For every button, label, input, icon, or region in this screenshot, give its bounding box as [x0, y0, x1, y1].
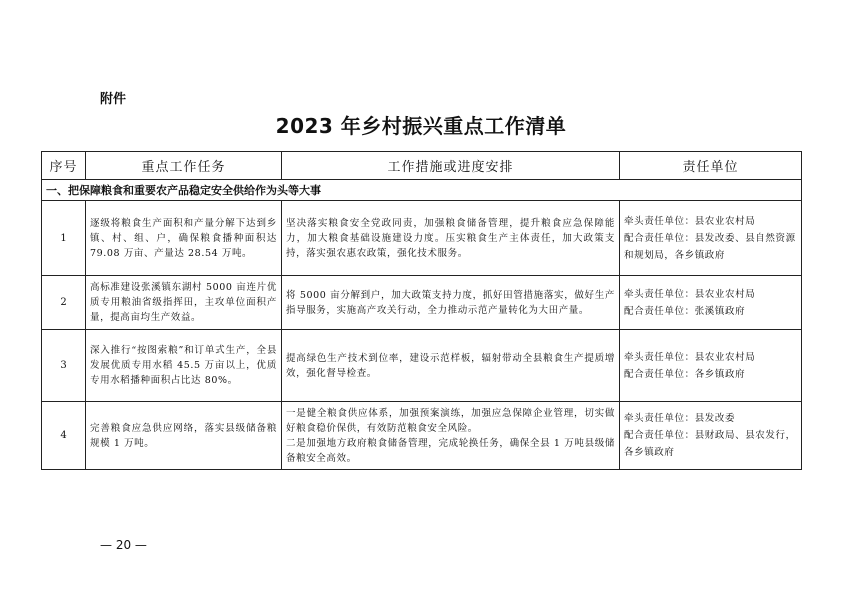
responsible-cell: [620, 330, 802, 402]
page-number: — 20 —: [100, 538, 147, 552]
header-responsible: 责任单位: [620, 152, 802, 180]
task-cell: 高标准建设张溪镇东湖村 5000 亩连片优质专用粮油省级指挥田，主攻单位面积产量，提高亩均生产效益。: [86, 276, 282, 330]
measure-line: 一是健全粮食供应体系，加强预案演练，加强应急保障企业管理，切实做好粮食稳价保供，有效防范粮食安全风险。: [286, 407, 615, 434]
attachment-label: 附件: [100, 92, 127, 107]
measures-cell: [282, 201, 620, 276]
header-measures: 工作措施或进度安排: [282, 152, 620, 180]
row-number: 4: [42, 402, 86, 470]
task-cell: 逐级将粮食生产面积和产量分解下达到乡镇、村、组、户，确保粮食播种面积达 79.08 万亩、产量达 28.54 万吨。: [86, 201, 282, 276]
cooperating-units: 配合责任单位：各乡镇政府: [624, 368, 746, 380]
measures-cell: [282, 330, 620, 402]
measure-line: 提高绿色生产技术到位率，建设示范样板，辐射带动全县粮食生产提质增效，强化督导检查。: [286, 352, 615, 379]
header-no: 序号: [42, 152, 86, 180]
measure-line: 二是加强地方政府粮食储备管理，完成轮换任务，确保全县 1 万吨县级储备粮安全高效。: [286, 437, 615, 464]
lead-unit: 牵头责任单位：县发改委: [624, 413, 736, 424]
table-row: [42, 276, 802, 330]
task-cell: 深入推行“按图索粮”和订单式生产，全县发展优质专用水稻 45.5 万亩以上，优质专用水稻播种面积占比达 80%。: [86, 330, 282, 402]
cooperating-units: 配合责任单位：县发改委、县自然资源和规划局，各乡镇政府: [624, 232, 796, 261]
responsible-cell: [620, 201, 802, 276]
responsible-cell: [620, 276, 802, 330]
task-cell: 完善粮食应急供应网络，落实县级储备粮规模 1 万吨。: [86, 402, 282, 470]
measure-line: 将 5000 亩分解到户，加大政策支持力度，抓好田管措施落实，做好生产指导服务，实施高产攻关行动，全力推动示范产量转化为大田产量。: [286, 289, 615, 316]
lead-unit: 牵头责任单位：县农业农村局: [624, 351, 756, 363]
cooperating-units: 配合责任单位：县财政局、县农发行，各乡镇政府: [624, 430, 796, 458]
header-task: 重点工作任务: [86, 152, 282, 180]
row-number: 1: [42, 201, 86, 276]
table-header-row: [42, 152, 802, 180]
measures-cell: [282, 402, 620, 470]
measures-cell: [282, 276, 620, 330]
lead-unit: 牵头责任单位：县农业农村局: [624, 215, 756, 227]
responsible-cell: [620, 402, 802, 470]
section-title: 一、把保障粮食和重要农产品稳定安全供给作为头等大事: [42, 180, 802, 201]
cooperating-units: 配合责任单位：张溪镇政府: [624, 305, 746, 317]
table-row: [42, 201, 802, 276]
measure-line: 坚决落实粮食安全党政同责，加强粮食储备管理，提升粮食应急保障能力，加大粮食基础设施建设力度。压实粮食生产主体责任，加大政策支持，落实强农惠农政策，强化技术服务。: [286, 217, 615, 259]
page-title: 2023 年乡村振兴重点工作清单: [275, 114, 567, 138]
task-table: [41, 151, 802, 470]
table-row: [42, 402, 802, 470]
row-number: 2: [42, 276, 86, 330]
table-row: [42, 330, 802, 402]
section-row: [42, 180, 802, 201]
row-number: 3: [42, 330, 86, 402]
lead-unit: 牵头责任单位：县农业农村局: [624, 288, 756, 300]
